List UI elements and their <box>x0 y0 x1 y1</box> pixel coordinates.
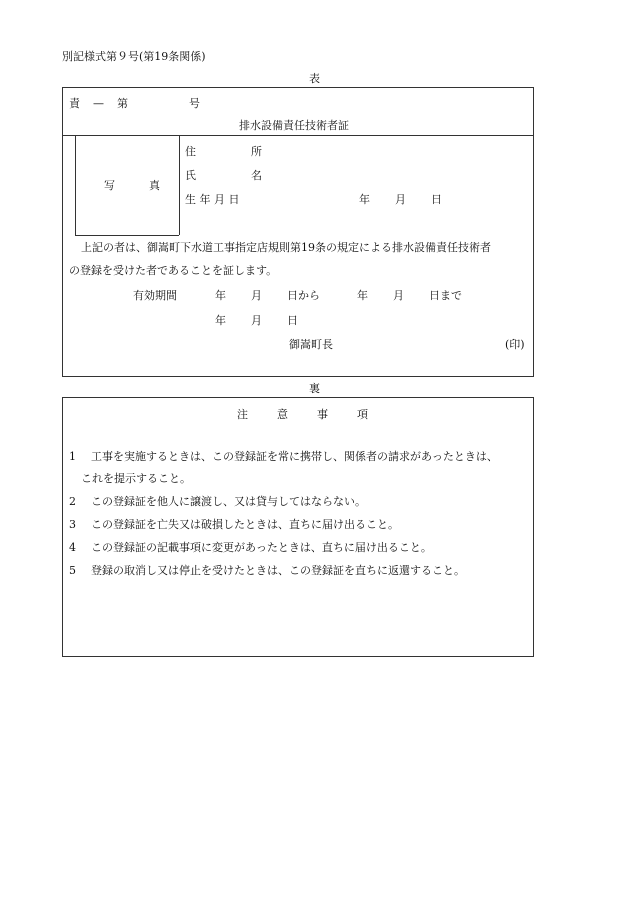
back-side-label: 裏 <box>309 382 320 395</box>
statement-line-2: の登録を受けた者であることを証します。 <box>69 264 278 277</box>
note-1-line-1: 工事を実施するときは、この登録証を常に携帯し、関係者の請求があったときは、 <box>91 450 498 463</box>
address-label-b: 所 <box>251 145 262 158</box>
birth-hi: 日 <box>431 193 442 206</box>
note-3-number: 3 <box>69 518 76 531</box>
photo-label-b: 真 <box>149 179 160 192</box>
note-1-line-2: これを提示すること。 <box>81 472 191 485</box>
birth-label: 生 年 月 日 <box>185 193 240 206</box>
name-label-b: 名 <box>251 169 262 182</box>
notes-heading-d: 項 <box>357 408 368 421</box>
photo-right-edge <box>179 135 180 235</box>
validity-from-hi: 日から <box>287 289 320 302</box>
note-1-number: 1 <box>69 450 76 463</box>
statement-line-1: 上記の者は、御嵩町下水道工事指定店規則第19条の規定による排水設備責任技術者 <box>81 241 491 254</box>
photo-label-a: 写 <box>104 179 115 192</box>
validity-from-nen: 年 <box>215 289 226 302</box>
validity-to-hi: 日まで <box>429 289 462 302</box>
go-char: 号 <box>189 97 200 110</box>
photo-left-edge <box>75 135 76 235</box>
validity-to-nen: 年 <box>357 289 368 302</box>
birth-tsuki: 月 <box>395 193 406 206</box>
note-3-text: この登録証を亡失又は破損したときは、直ちに届け出ること。 <box>91 518 399 531</box>
front-card <box>62 87 534 377</box>
birth-nen: 年 <box>359 193 370 206</box>
seki-char: 責 <box>69 97 80 110</box>
notes-heading-c: 事 <box>317 408 328 421</box>
issue-hi: 日 <box>287 314 298 327</box>
validity-label: 有効期間 <box>133 289 177 302</box>
issue-tsuki: 月 <box>251 314 262 327</box>
notes-heading-a: 注 <box>237 408 248 421</box>
photo-bottom-edge <box>75 235 179 236</box>
card-title: 排水設備責任技術者証 <box>239 119 349 132</box>
issuer-title: 御嵩町長 <box>289 338 333 351</box>
form-label: 別記様式第９号(第19条関係) <box>62 50 206 63</box>
note-4-text: この登録証の記載事項に変更があったときは、直ちに届け出ること。 <box>91 541 432 554</box>
validity-from-tsuki: 月 <box>251 289 262 302</box>
note-4-number: 4 <box>69 541 76 554</box>
name-label-a: 氏 <box>185 169 196 182</box>
note-2-number: 2 <box>69 495 76 508</box>
dai-char: 第 <box>117 97 128 110</box>
number-dash: — <box>93 97 104 110</box>
seal-mark: (印) <box>505 338 525 351</box>
address-label-a: 住 <box>185 145 196 158</box>
validity-to-tsuki: 月 <box>393 289 404 302</box>
note-5-text: 登録の取消し又は停止を受けたときは、この登録証を直ちに返還すること。 <box>91 564 465 577</box>
back-card <box>62 397 534 657</box>
notes-heading-b: 意 <box>277 408 288 421</box>
front-side-label: 表 <box>309 72 320 85</box>
header-divider <box>63 135 533 136</box>
issue-nen: 年 <box>215 314 226 327</box>
note-5-number: 5 <box>69 564 76 577</box>
note-2-text: この登録証を他人に譲渡し、又は貸与してはならない。 <box>91 495 366 508</box>
